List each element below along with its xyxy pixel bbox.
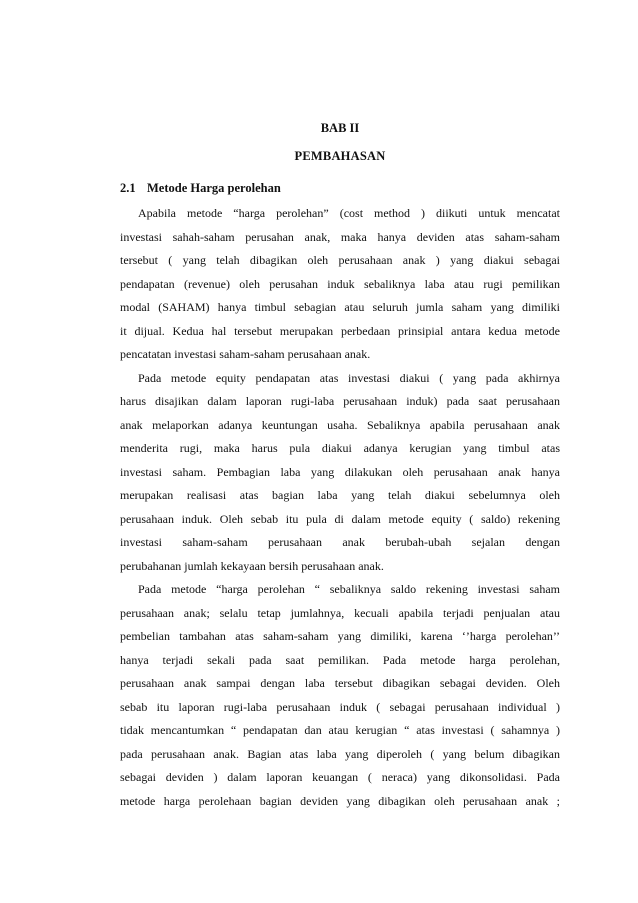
paragraph-line: merupakan realisasi atas bagian laba yang telah diakui sebelumnya oleh <box>120 488 560 502</box>
paragraph-line: perusahaan anak; selalu tetap jumlahnya, kecuali apabila terjadi penjualan atau <box>120 605 560 620</box>
paragraph-line: investasi sahah-saham perusahan anak, maka hanya deviden atas saham-saham <box>120 229 560 244</box>
paragraph-line: metode harga perolehaan bagian deviden yang dibagikan oleh perusahaan anak ; <box>120 793 560 808</box>
paragraph-line: investasi saham. Pembagian laba yang dilakukan oleh perusahaan anak hanya <box>120 464 560 479</box>
section-title: Metode Harga perolehan <box>147 181 281 195</box>
paragraph-line: perusahaan induk. Oleh sebab itu pula di dalam metode equity ( saldo) rekening <box>120 511 560 526</box>
paragraph-line: pada perusahaan anak. Bagian atas laba yang diperoleh ( yang belum dibagikan <box>120 746 560 761</box>
section-number: 2.1 <box>120 181 136 195</box>
section-heading <box>120 181 560 195</box>
paragraph-line: perubahanan jumlah kekayaan bersih perusahaan anak. <box>120 558 384 573</box>
paragraph-line: tidak mencantumkan “ pendapatan dan atau kerugian “ atas investasi ( sahamnya ) <box>120 723 560 737</box>
paragraph-line: menderita rugi, maka harus pula diakui adanya kerugian yang timbul atas <box>120 441 560 455</box>
paragraph-line: pembelian tambahan atas saham-saham yang dimiliki, karena ‘’harga perolehan’’ <box>120 629 560 643</box>
paragraph-line: modal (SAHAM) hanya timbul sebagian atau seluruh jumla saham yang dimiliki <box>120 300 560 314</box>
paragraph-line: it dijual. Kedua hal tersebut merupakan perbedaan prinsipial antara kedua metode <box>120 323 560 338</box>
paragraph-line: hanya terjadi sekali pada saat pemilikan. Pada metode harga perolehan, <box>120 652 560 667</box>
paragraph-line: anak melaporkan adanya keuntungan usaha. Sebaliknya apabila perusahaan anak <box>120 417 560 432</box>
paragraph-line: sebab itu laporan rugi-laba perusahaan induk ( sebagai perusahaan individual ) <box>120 699 560 714</box>
chapter-title: PEMBAHASAN <box>294 149 386 163</box>
body-text <box>120 202 560 813</box>
paragraph-line: Pada metode equity pendapatan atas investasi diakui ( yang pada akhirnya <box>138 370 560 385</box>
paragraph-line: pendapatan (revenue) oleh perusahan induk sebaliknya laba atau rugi pemilikan <box>120 276 560 291</box>
paragraph-line: pencatatan investasi saham-saham perusahaan anak. <box>120 347 371 361</box>
paragraph-line: sebagai deviden ) dalam laporan keuangan ( neraca) yang dikonsolidasi. Pada <box>120 770 560 784</box>
paragraph-line: tersebut ( yang telah dibagikan oleh perusahaan anak ) yang diakui sebagai <box>120 253 560 267</box>
chapter-number: BAB II <box>320 121 360 135</box>
paragraph-line: perusahaan anak sampai dengan laba tersebut dibagikan sebagai deviden. Oleh <box>120 676 560 690</box>
paragraph-line: Pada metode “harga perolehan “ sebaliknya saldo rekening investasi saham <box>138 582 560 596</box>
paragraph-line: Apabila metode “harga perolehan” (cost method ) diikuti untuk mencatat <box>138 206 560 220</box>
paragraph-line: harus disajikan dalam laporan rugi-laba perusahaan induk) pada saat perusahaan <box>120 394 560 408</box>
paragraph-line: investasi saham-saham perusahaan anak berubah-ubah sejalan dengan <box>120 535 560 549</box>
